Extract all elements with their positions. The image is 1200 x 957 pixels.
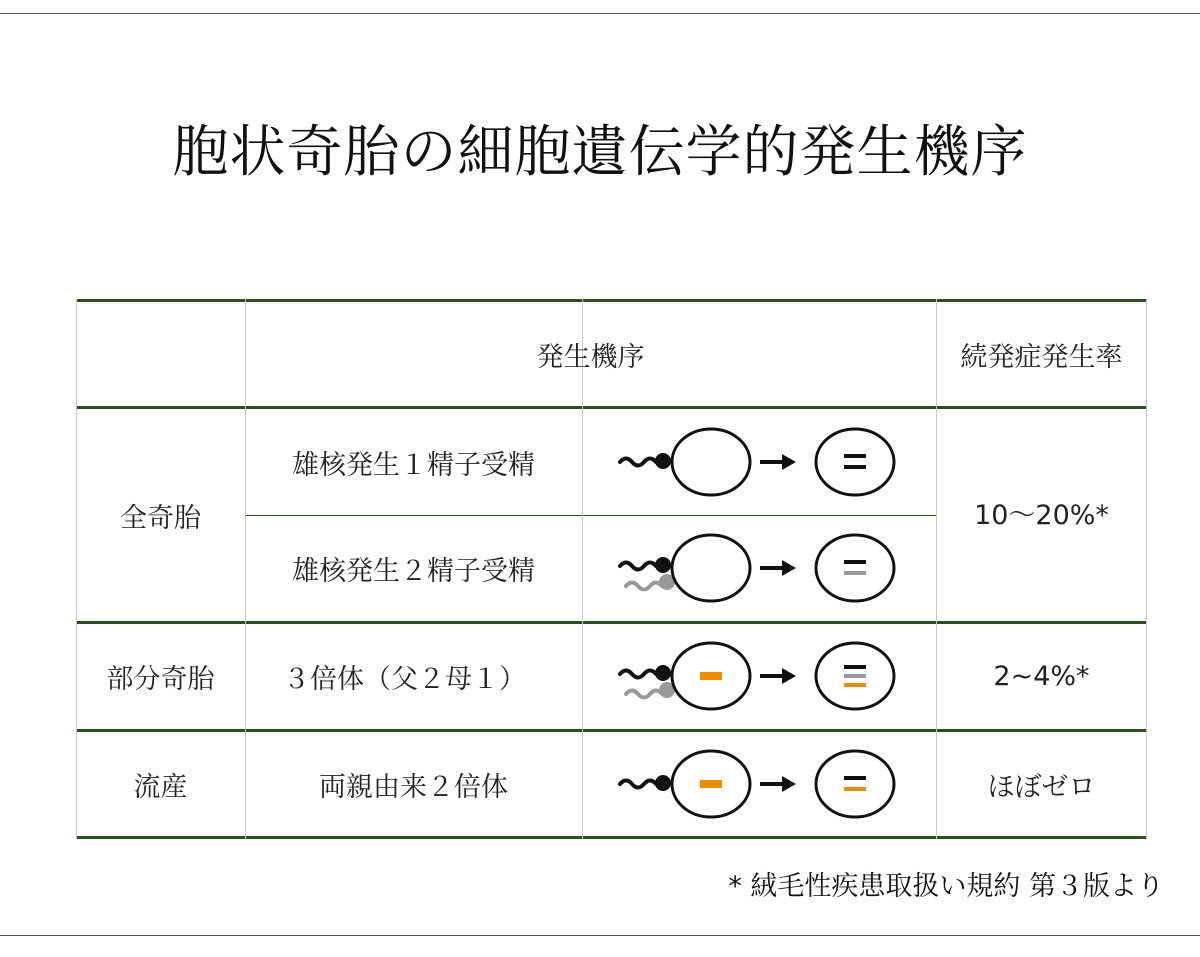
top-rule xyxy=(0,13,1200,14)
arrow-right-icon xyxy=(760,776,796,792)
diagram-triploid xyxy=(612,639,902,719)
mechanism-row-4: 両親由来２倍体 xyxy=(319,771,508,803)
table-col-divider-2 xyxy=(582,406,583,839)
rate-complete-mole-text: 10〜20%* xyxy=(974,499,1109,531)
paternal-chromosome-icon xyxy=(844,674,866,678)
diagram-two-sperm-empty-egg xyxy=(612,531,902,611)
rate-complete-mole xyxy=(936,409,1147,621)
mechanism-table xyxy=(76,299,1147,839)
mechanism-row-2: 雄核発生２精子受精 xyxy=(292,556,535,587)
source-footnote: * 絨毛性疾患取扱い規約 第３版より xyxy=(728,871,1164,902)
sperm-icon xyxy=(620,453,671,469)
paternal-chromosome-icon xyxy=(844,571,866,575)
maternal-chromosome-icon xyxy=(700,780,722,788)
category-complete-mole: 全奇胎 xyxy=(120,502,201,534)
arrow-right-icon xyxy=(760,560,796,576)
mechanism-row-3: ３倍体（父２母１） xyxy=(283,664,526,695)
category-partial-mole: 部分奇胎 xyxy=(106,664,215,695)
empty-egg-icon xyxy=(672,535,750,601)
second-sperm-icon xyxy=(626,574,675,590)
maternal-chromosome-icon xyxy=(844,683,866,687)
bottom-rule xyxy=(0,935,1200,936)
zygote-icon xyxy=(816,429,894,495)
diagram-one-sperm-empty-egg xyxy=(612,425,902,505)
table-rule-bottom xyxy=(76,836,1147,839)
zygote-icon xyxy=(816,751,894,817)
paternal-chromosome-icon xyxy=(844,454,866,458)
header-rate: 続発症発生率 xyxy=(960,341,1123,373)
header-mechanism: 発生機序 xyxy=(536,341,645,373)
mechanism-row-1: 雄核発生１精子受精 xyxy=(292,449,535,481)
second-sperm-icon xyxy=(626,682,675,698)
rate-abortion: ほぼゼロ xyxy=(987,771,1096,803)
empty-egg-icon xyxy=(672,429,750,495)
category-abortion: 流産 xyxy=(133,771,188,803)
paternal-chromosome-icon xyxy=(844,776,866,780)
rate-partial-mole: 2~4%* xyxy=(993,661,1090,692)
diagram-biparental-diploid xyxy=(612,747,902,827)
paternal-chromosome-icon xyxy=(844,560,866,564)
arrow-right-icon xyxy=(760,454,796,470)
paternal-chromosome-icon xyxy=(844,665,866,669)
sperm-icon xyxy=(620,775,671,791)
slide-title: 胞状奇胎の細胞遺伝学的発生機序 xyxy=(172,120,1028,185)
maternal-chromosome-icon xyxy=(844,787,866,791)
sperm-icon xyxy=(620,665,671,681)
paternal-chromosome-icon xyxy=(844,465,866,469)
zygote-icon xyxy=(816,535,894,601)
maternal-chromosome-icon xyxy=(700,672,722,680)
arrow-right-icon xyxy=(760,668,796,684)
sperm-icon xyxy=(620,557,671,573)
